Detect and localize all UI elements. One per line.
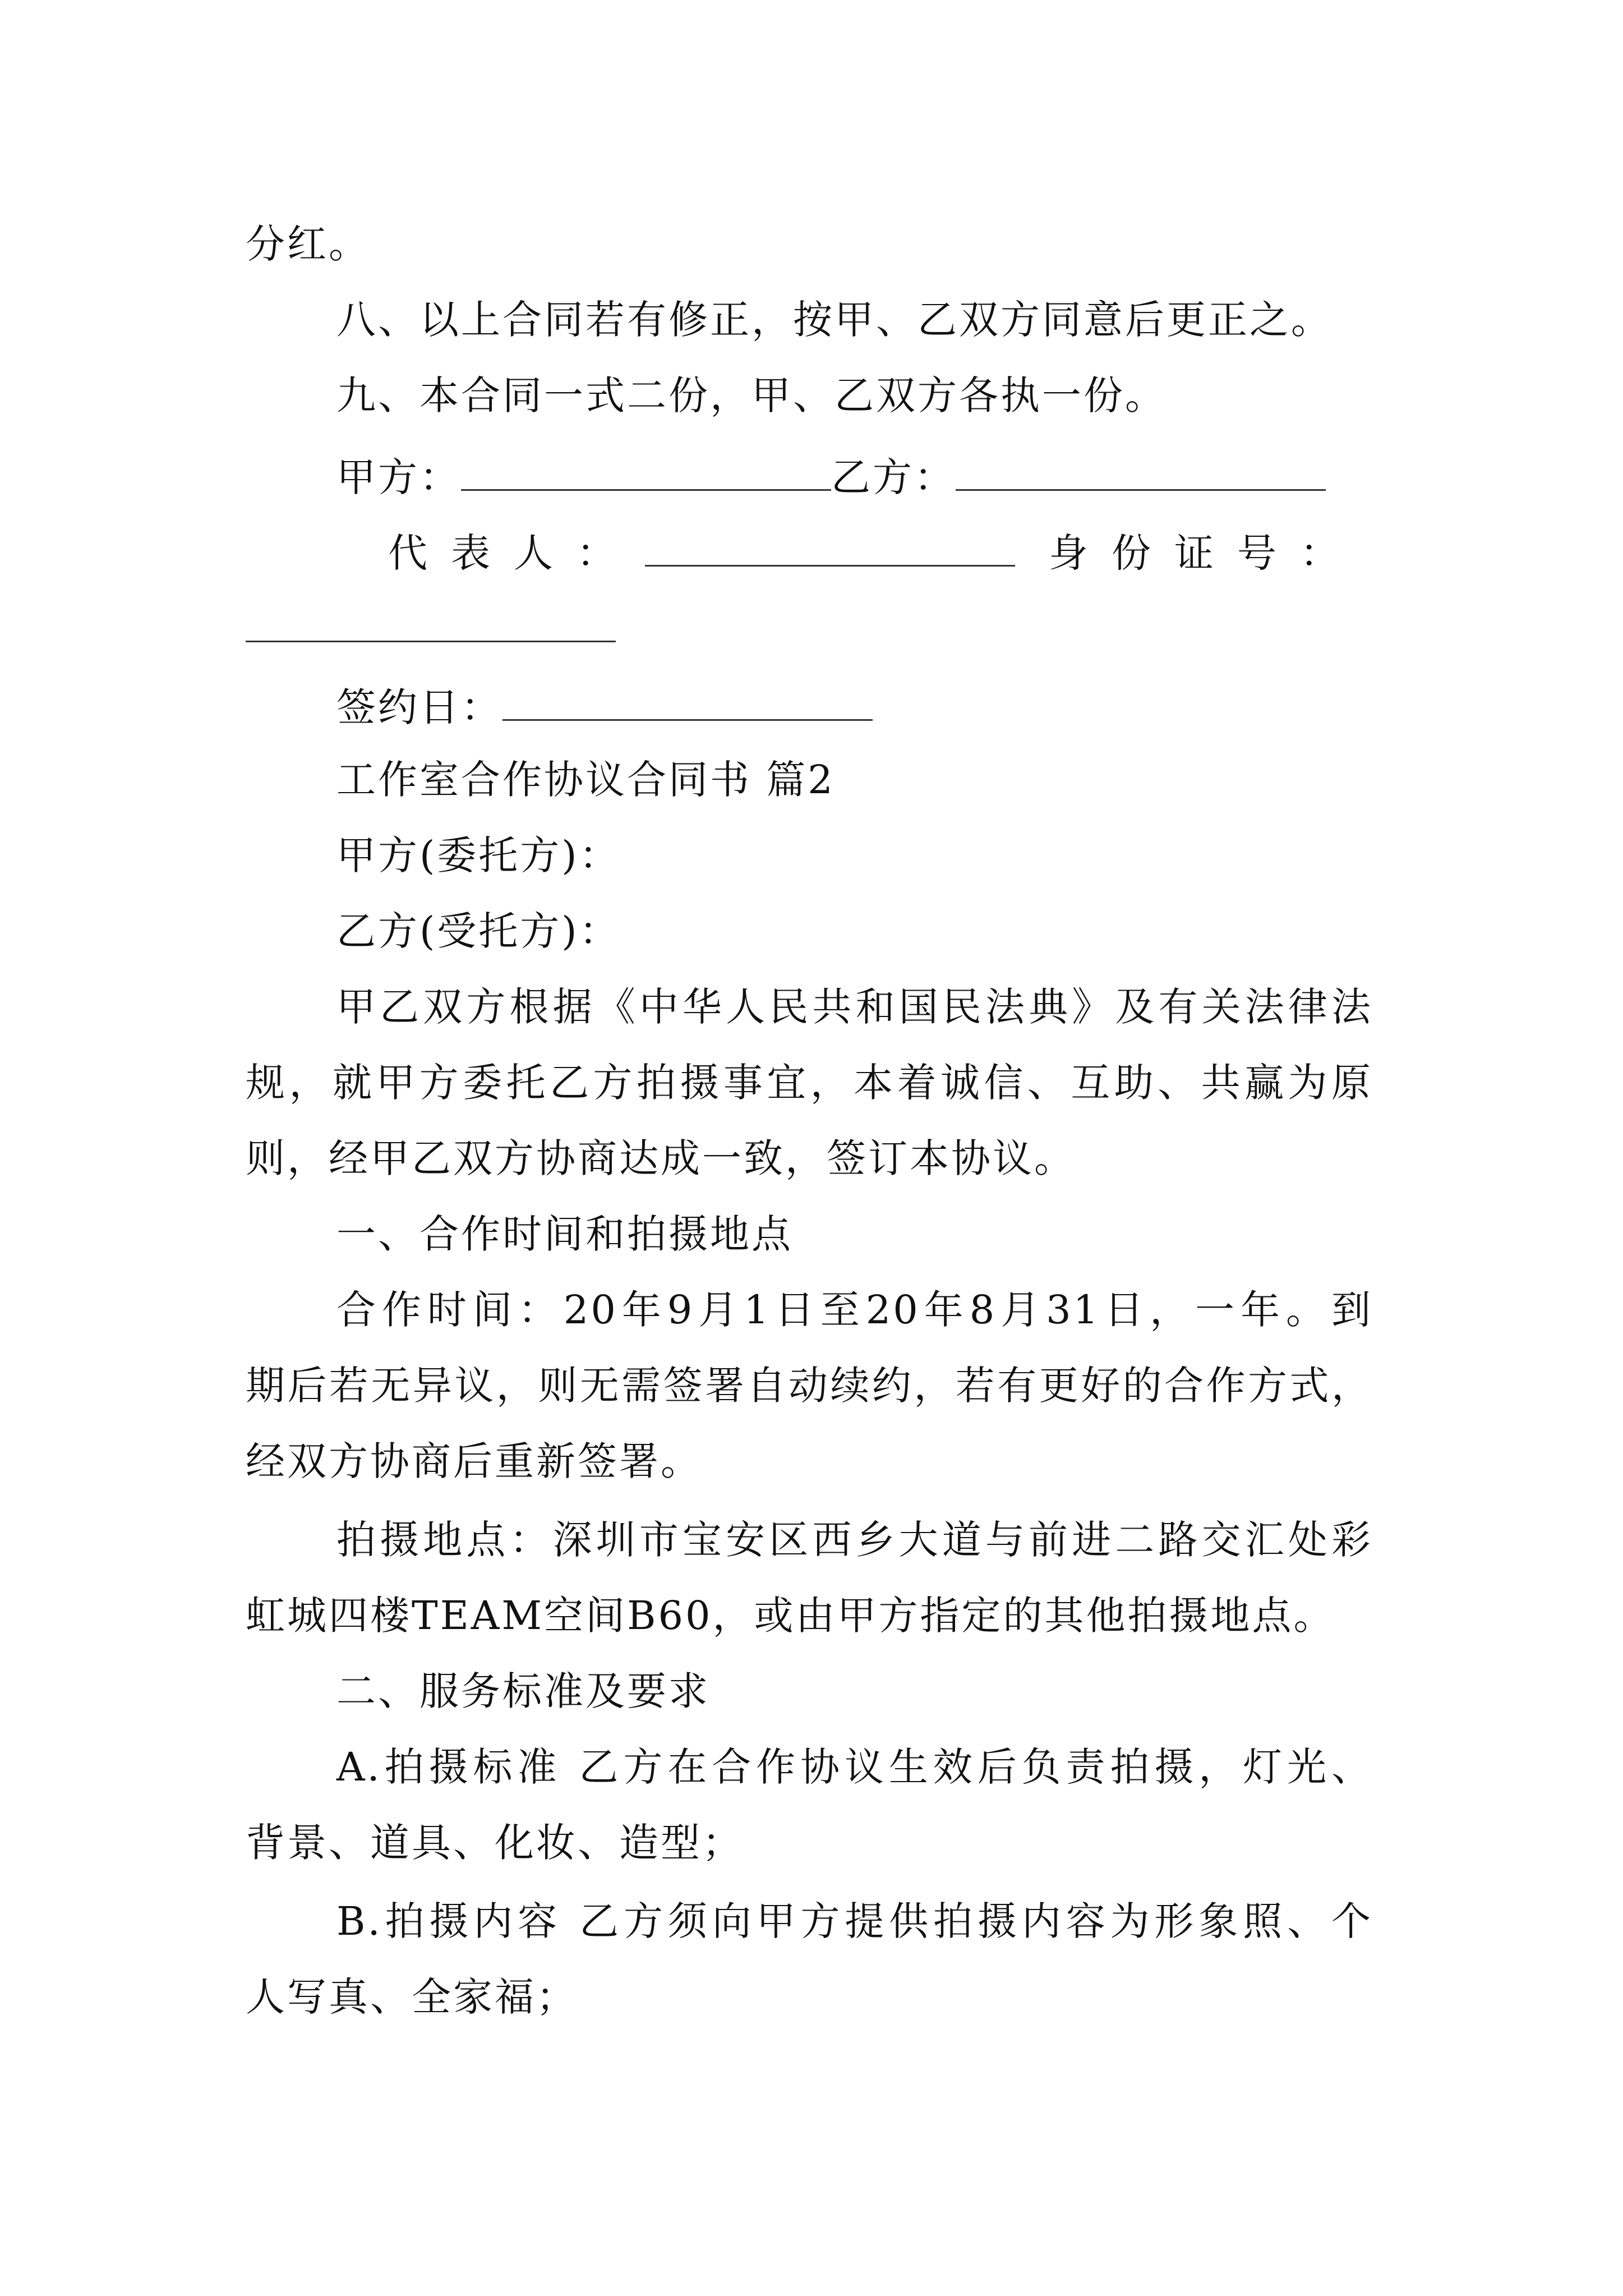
id-number-blank xyxy=(246,606,616,642)
heading-service-standards: 二、服务标准及要求 xyxy=(336,1668,710,1714)
id-number-line xyxy=(246,606,616,648)
paragraph-line: 则，经甲乙双方协商达成一致，签订本协议。 xyxy=(246,1135,1076,1181)
paragraph-line: 拍摄地点：深圳市宝安区西乡大道与前进二路交汇处彩 xyxy=(336,1517,1373,1563)
party-b-blank xyxy=(956,454,1326,491)
party-b-label: 乙方： xyxy=(831,454,956,500)
paragraph-line: 人写真、全家福； xyxy=(246,1974,578,2020)
paragraph-line: 期后若无异议，则无需签署自动续约，若有更好的合作方式， xyxy=(246,1363,1373,1409)
paragraph-line: 经双方协商后重新签署。 xyxy=(246,1438,702,1484)
signature-parties-line xyxy=(336,454,1326,500)
representative-line xyxy=(388,530,1363,576)
paragraph-line: A.拍摄标准 乙方在合作协议生效后负责拍摄，灯光、 xyxy=(336,1744,1373,1790)
paragraph-line: 虹城四楼TEAM空间B60，或由甲方指定的其他拍摄地点。 xyxy=(246,1593,1335,1639)
party-a-client: 甲方(委托方)： xyxy=(336,832,621,878)
signing-date-label: 签约日： xyxy=(336,684,502,730)
paragraph-line: 背景、道具、化妆、造型； xyxy=(246,1820,744,1866)
signing-date-blank xyxy=(502,684,873,721)
clause-8: 八、以上合同若有修正，按甲、乙双方同意后更正之。 xyxy=(336,297,1332,343)
paragraph-line: 规，就甲方委托乙方拍摄事宜，本着诚信、互助、共赢为原 xyxy=(246,1060,1373,1106)
section-title: 工作室合作协议合同书 篇2 xyxy=(336,757,835,803)
heading-cooperation-time-location: 一、合作时间和拍摄地点 xyxy=(336,1211,793,1257)
paragraph-line: 合作时间：20年9月1日至20年8月31日，一年。到 xyxy=(336,1287,1373,1333)
party-a-blank xyxy=(461,454,831,491)
paragraph-line: B.拍摄内容 乙方须向甲方提供拍摄内容为形象照、个 xyxy=(336,1898,1373,1944)
paragraph-line: 甲乙双方根据《中华人民共和国民法典》及有关法律法 xyxy=(336,984,1373,1030)
clause-9: 九、本合同一式二份，甲、乙双方各执一份。 xyxy=(336,372,1166,418)
id-number-label: 身份证号： xyxy=(1049,530,1363,576)
representative-label: 代表人： xyxy=(388,530,639,576)
representative-blank xyxy=(645,530,1015,567)
party-a-label: 甲方： xyxy=(336,454,461,500)
party-b-contractor: 乙方(受托方)： xyxy=(336,908,621,954)
signing-date-line xyxy=(336,684,873,730)
text-line: 分红。 xyxy=(246,221,370,267)
